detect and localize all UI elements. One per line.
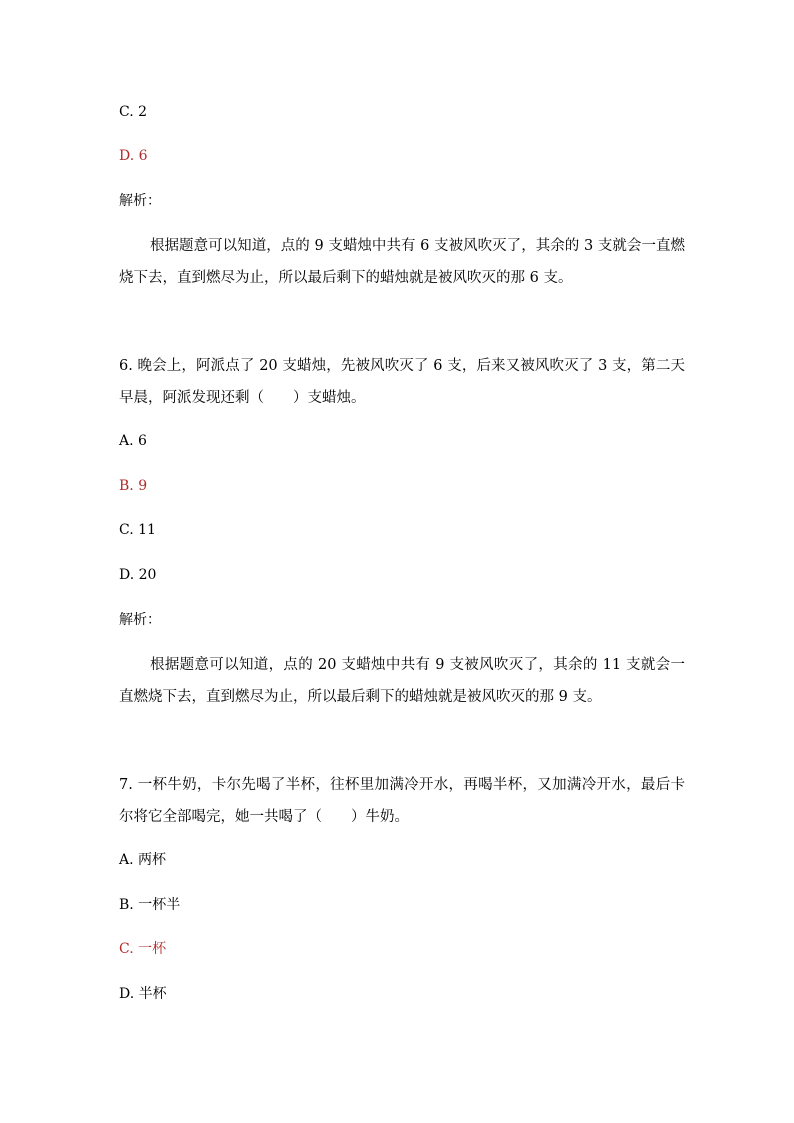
q6-option-d: D. 20 <box>119 567 157 583</box>
q6-analysis-text: 根据题意可以知道，点的 20 支蜡烛中共有 9 支被风吹灭了，其余的 11 支就会一直燃烧下去，直到燃尽为止，所以最后剩下的蜡烛就是被风吹灭的那 9 支。 <box>119 657 685 705</box>
q5-option-d-correct: D. 6 <box>119 148 148 164</box>
q7-question: 7. 一杯牛奶，卡尔先喝了半杯，往杯里加满冷开水，再喝半杯，又加满冷开水，最后卡尔将它全部喝完，她一共喝了（ ）牛奶。 <box>119 777 685 825</box>
q6-question: 6. 晚会上，阿派点了 20 支蜡烛，先被风吹灭了 6 支，后来又被风吹灭了 3 支，第二天早晨，阿派发现还剩（ ）支蜡烛。 <box>119 358 685 406</box>
q5-analysis-label: 解析： <box>119 193 161 209</box>
q7-option-b: B. 一杯半 <box>119 897 181 913</box>
q7-option-c-correct: C. 一杯 <box>119 941 167 957</box>
q6-option-b-correct: B. 9 <box>119 478 148 494</box>
q6-option-a: A. 6 <box>119 433 147 449</box>
q6-analysis-label: 解析： <box>119 612 161 628</box>
q5-analysis-text: 根据题意可以知道，点的 9 支蜡烛中共有 6 支被风吹灭了，其余的 3 支就会一直燃烧下去，直到燃尽为止，所以最后剩下的蜡烛就是被风吹灭的那 6 支。 <box>119 238 685 286</box>
q7-option-a: A. 两杯 <box>119 852 167 868</box>
q7-option-d: D. 半杯 <box>119 986 167 1002</box>
q5-option-c: C. 2 <box>119 104 148 120</box>
q6-option-c: C. 11 <box>119 522 156 538</box>
